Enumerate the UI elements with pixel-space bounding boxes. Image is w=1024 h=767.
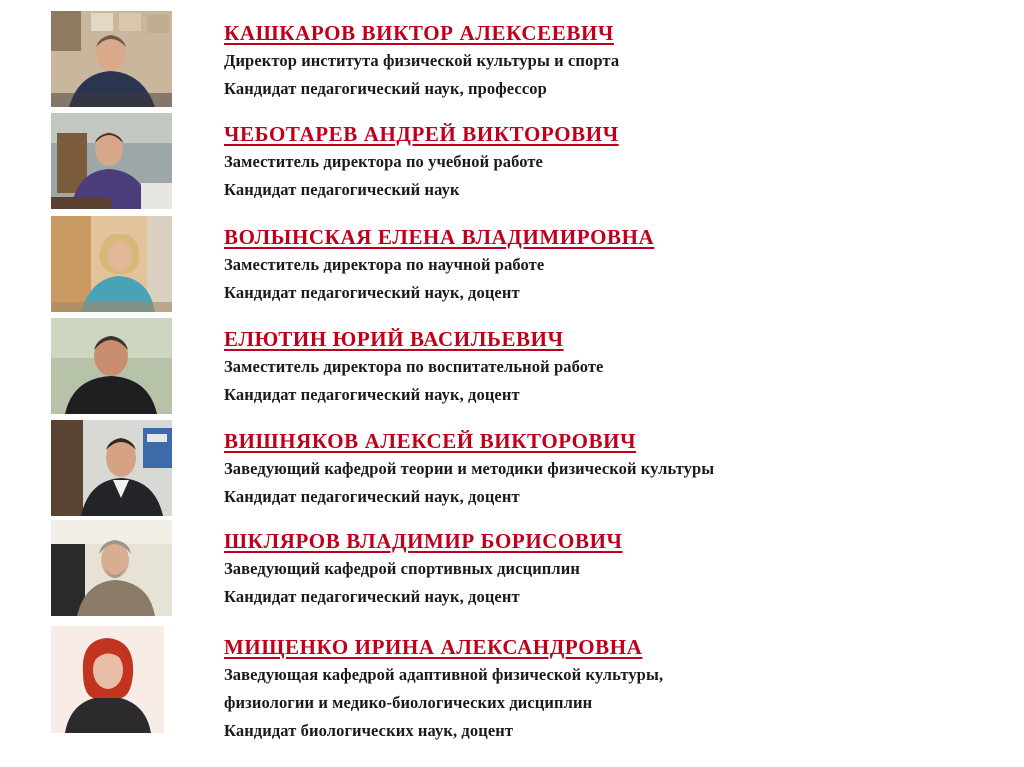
person-name: МИЩЕНКО ИРИНА АЛЕКСАНДРОВНА <box>224 635 643 659</box>
person-name: ШКЛЯРОВ ВЛАДИМИР БОРИСОВИЧ <box>224 529 623 553</box>
person-name: ВОЛЫНСКАЯ ЕЛЕНА ВЛАДИМИРОВНА <box>224 225 655 249</box>
person-name: ВИШНЯКОВ АЛЕКСЕЙ ВИКТОРОВИЧ <box>224 429 637 453</box>
person-name: КАШКАРОВ ВИКТОР АЛЕКСЕЕВИЧ <box>224 21 614 45</box>
person-name: ЧЕБОТАРЕВ АНДРЕЙ ВИКТОРОВИЧ <box>224 122 619 146</box>
person-entry <box>224 224 1004 303</box>
photo-elyutin <box>51 318 172 414</box>
person-degree: Кандидат биологических наук, доцент <box>224 721 514 740</box>
person-position: Директор института физической культуры и спорта <box>224 51 620 70</box>
photo-mishchenko <box>51 626 164 733</box>
portrait-photo-icon <box>51 113 172 209</box>
portrait-photo-icon <box>51 420 172 516</box>
person-position: Заместитель директора по научной работе <box>224 255 545 274</box>
person-entry <box>224 428 1004 507</box>
photo-volynskaya <box>51 216 172 312</box>
person-entry <box>224 528 1004 607</box>
person-position: Заведующая кафедрой адаптивной физической культуры, <box>224 665 664 684</box>
person-position: Заместитель директора по воспитательной работе <box>224 357 604 376</box>
person-position-continued: физиологии и медико-биологических дисциплин <box>224 693 593 712</box>
photo-shklyarov <box>51 520 172 616</box>
portrait-photo-icon <box>51 520 172 616</box>
person-degree: Кандидат педагогический наук, доцент <box>224 283 520 302</box>
person-degree: Кандидат педагогический наук, доцент <box>224 385 520 404</box>
person-position: Заведующий кафедрой спортивных дисциплин <box>224 559 580 578</box>
portrait-photo-icon <box>51 216 172 312</box>
person-degree: Кандидат педагогический наук, доцент <box>224 587 520 606</box>
person-degree: Кандидат педагогический наук <box>224 180 460 199</box>
photo-chebotarev <box>51 113 172 209</box>
portrait-photo-icon <box>51 318 172 414</box>
person-entry <box>224 20 1004 99</box>
portrait-photo-icon <box>51 11 172 107</box>
person-degree: Кандидат педагогический наук, профессор <box>224 79 547 98</box>
person-entry <box>224 634 1004 741</box>
person-name: ЕЛЮТИН ЮРИЙ ВАСИЛЬЕВИЧ <box>224 327 564 351</box>
portrait-photo-icon <box>51 626 164 733</box>
person-entry <box>224 326 1004 405</box>
person-entry <box>224 121 1004 200</box>
photo-vishnyakov <box>51 420 172 516</box>
person-position: Заведующий кафедрой теории и методики физической культуры <box>224 459 715 478</box>
person-degree: Кандидат педагогический наук, доцент <box>224 487 520 506</box>
person-position: Заместитель директора по учебной работе <box>224 152 543 171</box>
photo-kashkarov <box>51 11 172 107</box>
